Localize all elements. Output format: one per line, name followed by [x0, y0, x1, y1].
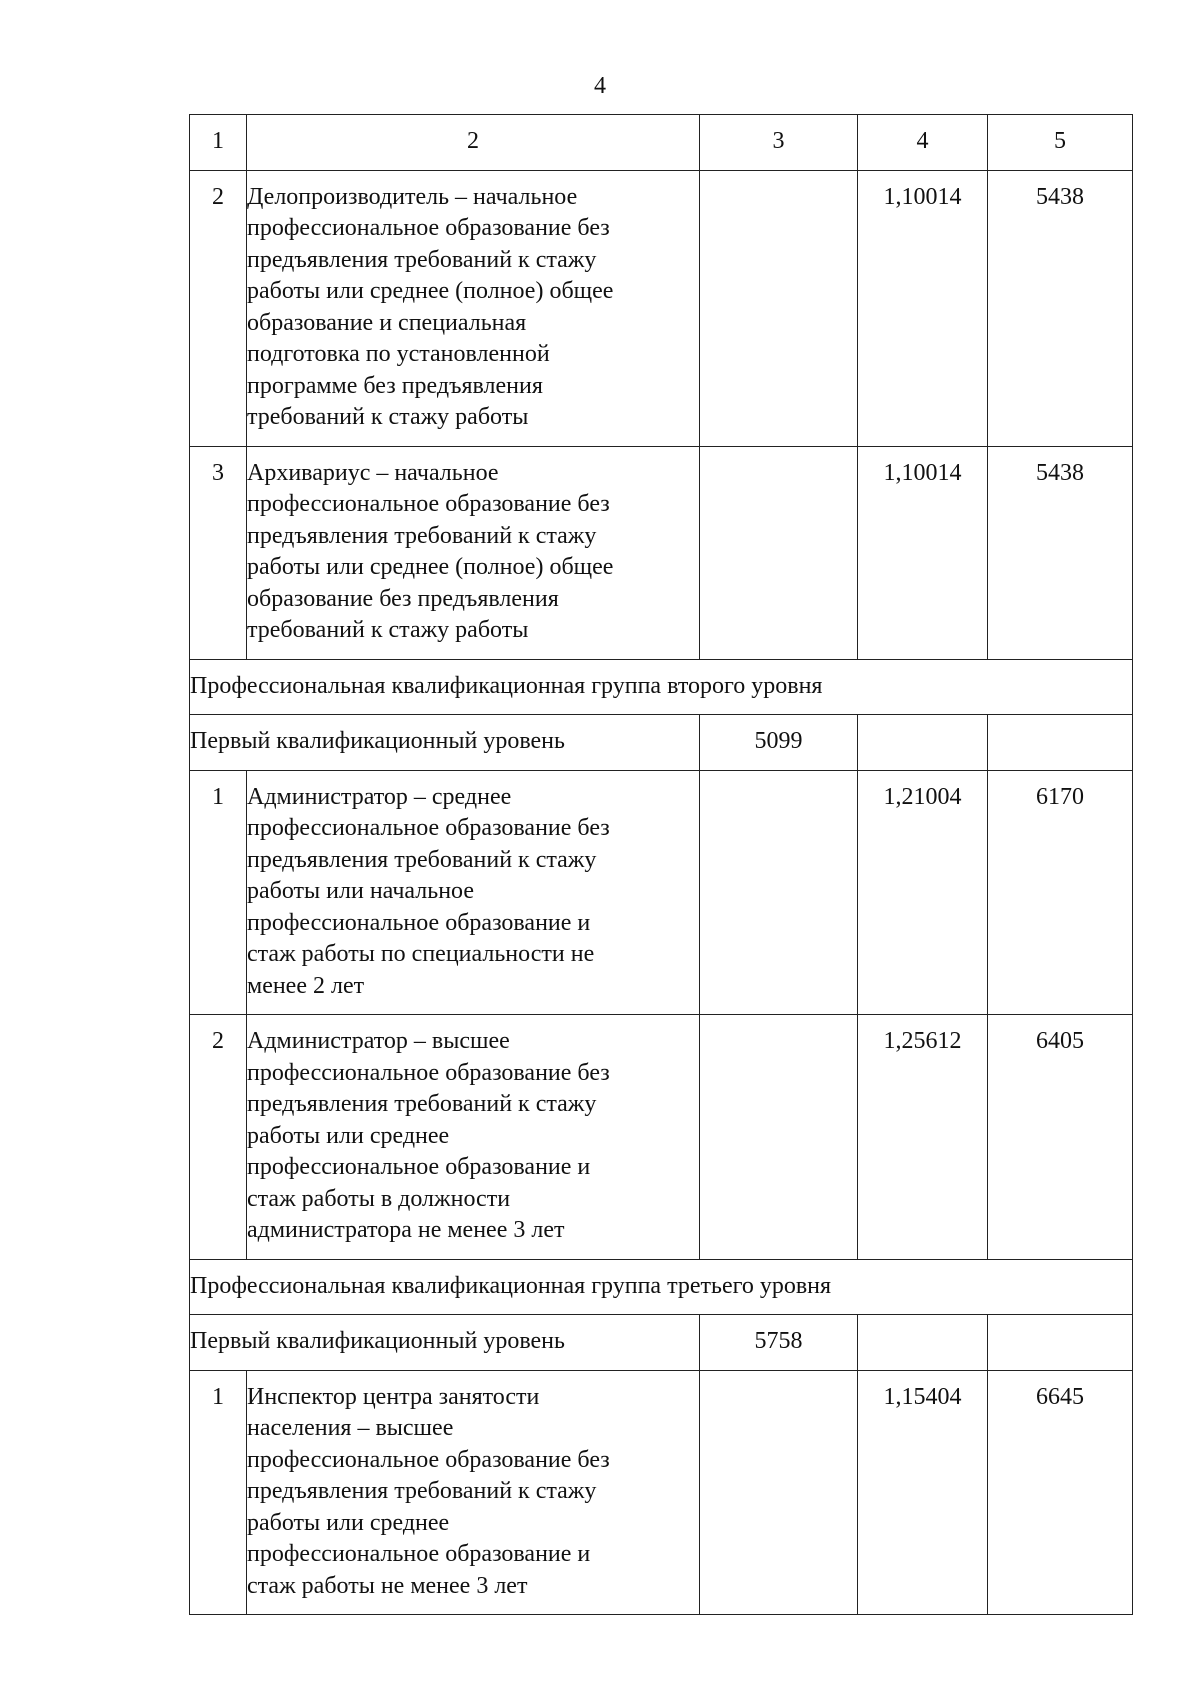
base-salary-cell — [700, 170, 858, 446]
description-line: стаж работы в должности — [247, 1185, 511, 1212]
coefficient-cell: 1,25612 — [858, 1015, 988, 1260]
row-number: 1 — [190, 770, 247, 1015]
description-line: профессиональное образование и — [247, 1154, 591, 1180]
coefficient-cell: 1,15404 — [858, 1370, 988, 1615]
group-heading-row — [190, 1259, 1133, 1315]
salary-cell: 5438 — [988, 446, 1133, 659]
description-line: профессиональное образование без — [247, 1059, 610, 1086]
salary-cell: 6645 — [988, 1370, 1133, 1615]
coefficient-cell — [858, 1315, 988, 1371]
base-salary-cell — [700, 1015, 858, 1260]
description-line: предъявления требований к стажу — [247, 1091, 597, 1117]
group-heading: Профессиональная квалификационная группа третьего уровня — [190, 1259, 1133, 1315]
page-number: 4 — [594, 73, 606, 99]
description-line: работы или среднее (полное) общее — [247, 554, 614, 580]
row-number: 2 — [190, 170, 247, 446]
salary-cell — [988, 1315, 1133, 1371]
description-line: профессиональное образование и — [247, 1541, 591, 1567]
description-line: Делопроизводитель – начальное — [247, 183, 578, 210]
description-line: предъявления требований к стажу — [247, 846, 597, 873]
column-header: 2 — [247, 115, 700, 171]
description-line: подготовка по установленной — [247, 341, 550, 367]
column-number-row — [190, 115, 1133, 171]
row-number: 3 — [190, 446, 247, 659]
row-number: 2 — [190, 1015, 247, 1260]
level-row — [190, 1315, 1133, 1371]
base-salary-cell: 5099 — [700, 715, 858, 771]
table-row — [190, 446, 1133, 659]
description-line: населения – высшее — [247, 1415, 454, 1441]
coefficient-cell: 1,21004 — [858, 770, 988, 1015]
position-description — [247, 170, 700, 446]
group-heading-row — [190, 659, 1133, 715]
description-line: Архивариус – начальное — [247, 459, 499, 486]
base-salary-cell — [700, 446, 858, 659]
description-line: работы или среднее — [247, 1122, 450, 1149]
description-line: профессиональное образование без — [247, 815, 610, 841]
description-line: работы или начальное — [247, 878, 475, 904]
description-line: программе без предъявления — [247, 372, 543, 399]
table-row — [190, 1015, 1133, 1260]
column-header: 3 — [700, 115, 858, 171]
description-line: предъявления требований к стажу — [247, 246, 597, 273]
column-header: 1 — [190, 115, 247, 171]
column-header: 5 — [988, 115, 1133, 171]
level-heading: Первый квалификационный уровень — [190, 1315, 700, 1371]
description-line: профессиональное образование и — [247, 909, 591, 936]
description-line: стаж работы по специальности не — [247, 941, 595, 967]
level-heading: Первый квалификационный уровень — [190, 715, 700, 771]
salary-cell: 5438 — [988, 170, 1133, 446]
description-line: требований к стажу работы — [247, 617, 529, 643]
column-header: 4 — [858, 115, 988, 171]
description-line: Администратор – среднее — [247, 783, 512, 810]
table-row — [190, 170, 1133, 446]
description-line: требований к стажу работы — [247, 404, 529, 430]
description-line: предъявления требований к стажу — [247, 522, 597, 549]
description-line: профессиональное образование без — [247, 1446, 610, 1473]
salary-cell: 6170 — [988, 770, 1133, 1015]
position-description — [247, 446, 700, 659]
description-line: администратора не менее 3 лет — [247, 1217, 565, 1243]
base-salary-cell — [700, 1370, 858, 1615]
description-line: образование и специальная — [247, 309, 527, 336]
description-line: стаж работы не менее 3 лет — [247, 1572, 528, 1599]
description-line: профессиональное образование без — [247, 491, 610, 517]
base-salary-cell — [700, 770, 858, 1015]
table-row — [190, 1370, 1133, 1615]
coefficient-cell: 1,10014 — [858, 446, 988, 659]
description-line: Администратор – высшее — [247, 1028, 510, 1054]
description-line: Инспектор центра занятости — [247, 1383, 540, 1410]
description-line: образование без предъявления — [247, 585, 559, 612]
description-line: работы или среднее (полное) общее — [247, 278, 614, 304]
salary-cell — [988, 715, 1133, 771]
description-line: менее 2 лет — [247, 972, 365, 999]
description-line: работы или среднее — [247, 1509, 450, 1536]
base-salary-cell: 5758 — [700, 1315, 858, 1371]
description-line: профессиональное образование без — [247, 215, 610, 241]
coefficient-cell: 1,10014 — [858, 170, 988, 446]
description-line: предъявления требований к стажу — [247, 1478, 597, 1504]
position-description — [247, 770, 700, 1015]
table-row — [190, 770, 1133, 1015]
position-description — [247, 1370, 700, 1615]
position-description — [247, 1015, 700, 1260]
row-number: 1 — [190, 1370, 247, 1615]
salary-cell: 6405 — [988, 1015, 1133, 1260]
level-row — [190, 715, 1133, 771]
coefficient-cell — [858, 715, 988, 771]
group-heading: Профессиональная квалификационная группа второго уровня — [190, 659, 1133, 715]
tariff-table — [189, 114, 1133, 1615]
